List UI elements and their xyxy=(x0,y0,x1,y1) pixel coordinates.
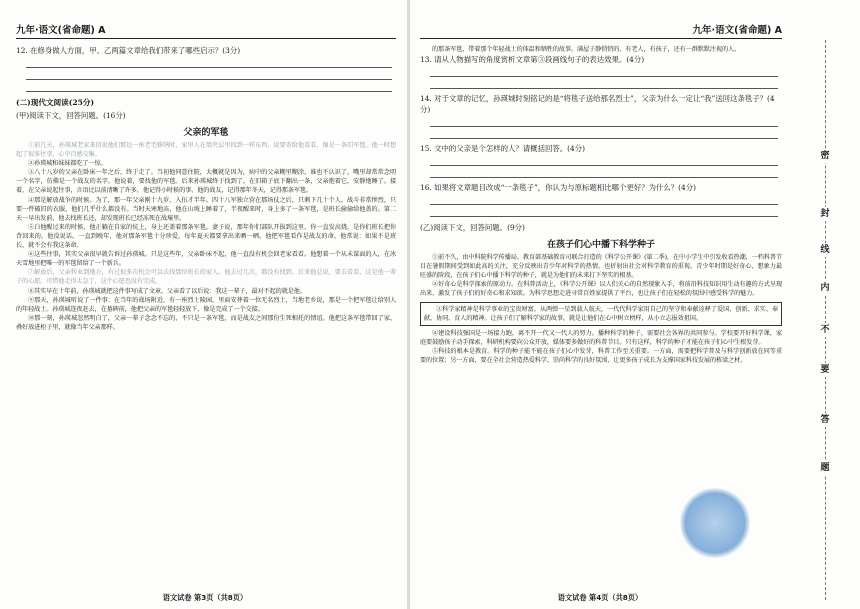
essay-paragraph: ①前不久，由中科院科学传播局、教育部基础教育司联合打造的《科学公开课》(第二季)，在中小学生中引发收看热潮，一档科普节目在暑假期间受到如此高的关注，充分反映出青少年对科学的热情，也折射出社会对科学教育的重视。青少年时期是好奇心、想象力最旺盛的阶段，在孩子们心中播下科学的种子，就是为他们的未来打下坚实的根基。 xyxy=(420,254,782,280)
section-title: (二)现代文阅读(25分) xyxy=(16,98,95,107)
answer-line[interactable] xyxy=(430,154,778,166)
essay-paragraph: ⑥这些往事，其实父亲很早就告诉过孙瑛城。只是这些年，父亲卧床不起，他一直没有机会回老家看看。他想着一个从未谋面的人，在冰天雪地里把唯一的军毯留给了一个新兵。 xyxy=(16,251,396,268)
seal-char: 内 xyxy=(820,283,830,293)
question-15: 15. 文中的父亲是个怎样的人？请概括回答。(4分) xyxy=(420,144,585,154)
essay-continuation: 的那条军毯，带着那个年轻战士的体温和牺牲的故事。满屋子静悄悄的，有老人，有孩子，还有一群默默注视的人。 xyxy=(432,46,741,53)
seal-dashed-line xyxy=(825,40,826,600)
essay-paragraph: ④那是解放战争的时候。为了，那一年父亲刚十九岁，入伍才半年。四十八军独立营在那场仗之后，只剩下几十个人。战斗非常惨烈，只要一件破旧的衣服，他们几乎什么都没有。当时天寒地冻，他在山坡上睡着了，半夜醒来时，身上多了一条军毯，是班长偷偷给他盖的。第二天一早出发前，他去找班长还，却发现班长已经冻死在战壕里。 xyxy=(16,196,396,222)
answer-line[interactable] xyxy=(430,65,778,77)
question-16: 16. 如果将文章题目改成“一条毯子”，你认为与原标题相比哪个更好？为什么？(4分) xyxy=(420,183,697,193)
essay-title: 在孩子们心中播下科学种子 xyxy=(546,240,655,251)
left-header: 九年·语文(省命题) A xyxy=(16,25,106,36)
header-rule xyxy=(16,38,396,39)
left-footer: 语文试卷 第3页（共8页） xyxy=(162,593,248,602)
answer-line[interactable] xyxy=(430,115,778,127)
reading-b-instruction: (乙)阅读下文，回答问题。(9分) xyxy=(420,223,525,233)
essay-paragraph: ③八十八岁的父亲在卧床一年之后，终于走了。当初他同意住院，大概就是因为，病中的父亲糊里糊涂，谁也不认识了，嘴里却常常念叨一个名字，仿佛是一个战友的名字。他说着，要找他的军毯。后来孙瑛城终于找到了，在旧箱子底下翻出一条，父亲抱着它，安静地睡了。接着，在父亲说起往事，言语比以前清晰了许多，他记得小时候的事，他的战友，记得那年冬天，记得那条军毯。 xyxy=(16,169,396,195)
essay-paragraph: ③科学家精神是科学事业的宝贵财富。从两弹一星到载人航天，一代代科学家用自己的坚守和奉献诠释了爱国、创新、求实、奉献、协同、育人的精神。让孩子们了解科学家的故事，就是让他们在心中树立榜样，从小立志报效祖国。 xyxy=(424,305,778,322)
blue-watermark-stamp xyxy=(680,488,750,558)
answer-line[interactable] xyxy=(26,56,392,68)
essay-paragraph: ⑤白他醒过来的时候，他正躺在自家的炕上，身上还盖着那条军毯。妻子说，那年你们部队开拔到这里，你一直发高烧，是你们班长把你背回来的。他没说话。一直到晚年，他对那条军毯十分珍爱，每年夏天都要拿出来晒一晒。他把军毯看作是战友的命。他常说：如果不是班长，就不会有我这条命。 xyxy=(16,223,396,250)
answer-line[interactable] xyxy=(26,80,392,92)
essay-paragraph: ⑨那天，孙瑛城听说了一件事：在当年的战场附近，有一座烈士陵园，里面安葬着一位无名烈士，当地老乡说，那是一个把军毯让给别人的年轻战士。孙瑛城连夜赶去，在墓碑前，他把父亲的军毯轻轻放下，像是完成了一个交接。 xyxy=(16,296,396,313)
seal-char: 不 xyxy=(820,325,830,335)
answer-line[interactable] xyxy=(430,77,778,89)
seal-char: 题 xyxy=(820,463,830,473)
seal-margin xyxy=(790,0,860,609)
question-14: 14. 对于文章的记忆，孙瑛城时刻铭记的是“将毯子送给那名烈士”，父亲为什么一定让“我”送回这条毯子？(4分) xyxy=(420,94,775,115)
answer-line[interactable] xyxy=(430,193,778,205)
answer-line[interactable] xyxy=(430,166,778,178)
essay-paragraph: ⑧其实早在十年前，孙瑛城就把这件事写成了文章，父亲看了以后说：我这一辈子，最对不起的就是他。 xyxy=(28,287,306,295)
essay-paragraph: ⑦解放后，父亲转业到地方，有过很多次机会可以去找那位班长的家人。他去过几次，都没有找到。后来他总说，要去看看，这是他一辈子的心愿。可惜他走得太急了，这个心愿也没有完成。 xyxy=(16,269,396,286)
right-footer: 语文试卷 第4页（共8页） xyxy=(557,593,643,602)
seal-char: 要 xyxy=(820,365,830,375)
seal-char: 密 xyxy=(820,151,830,161)
left-page xyxy=(0,0,410,609)
essay-paragraph: ②好奇心是科学探索的原动力。在科普活动上，《科学公开课》以人们关心的自然现象入手，将前沿科技知识用生动有趣的方式呈现出来，激发了孩子们的好奇心和求知欲。为科学思想走进寻常百姓家提供了平台，也让孩子们在轻松的氛围中感受科学的魅力。 xyxy=(420,281,782,298)
right-header: 九年·语文(省命题) A xyxy=(692,25,782,36)
essay-paragraph: ②孙瑛城和妹妹都吃了一惊。 xyxy=(28,160,107,168)
seal-char: 线 xyxy=(820,245,830,255)
question-13: 13. 请从人物描写的角度赏析文章第③段画线句子的表达效果。(4分) xyxy=(420,55,645,65)
header-rule xyxy=(420,38,782,39)
answer-line[interactable] xyxy=(430,127,778,139)
essay-title: 父亲的军毯 xyxy=(183,128,229,138)
reading-a-instruction: (甲)阅读下文，回答问题。(16分) xyxy=(16,111,126,120)
boxed-passage xyxy=(420,302,782,326)
seal-char: 封 xyxy=(820,209,830,219)
essay-paragraph: ①前几天，孙瑛城老家来信说他们那边一座老宅修缮时，家里人在墙夹层里找到一样东西，说要寄给他看看，像是一条旧军毯。他一时想起了很多往事，心中百感交集。 xyxy=(16,142,396,159)
essay-paragraph: ⑩那一刻，孙瑛城忽然明白了，父亲一辈子念念不忘的，不只是一条军毯，而是战友之间那份生死相托的情谊。他把这条军毯带回了家，叠好放进柜子里，就像当年父亲那样。 xyxy=(16,314,396,331)
answer-line[interactable] xyxy=(430,205,778,217)
essay-paragraph: ④建设科技强国是一场接力跑，离不开一代又一代人的努力。播种科学的种子，需要社会各界的共同参与。学校要开好科学课，家庭要鼓励孩子动手探索，科研机构要向公众开放，媒体要多做好的科普节目。只有这样，科学的种子才能在孩子们心中生根发芽。 xyxy=(420,329,782,346)
question-12: 12. 在修身做人方面，甲、乙两篇文章给我们带来了哪些启示？(3分) xyxy=(16,46,241,55)
answer-line[interactable] xyxy=(26,68,392,80)
seal-char: 答 xyxy=(820,415,830,425)
essay-paragraph: ⑤科技的根本是教育。科学的种子能不能在孩子们心中发芽，科普工作至关重要。一方面，需要把科学普及与科学创新放在同等重要的位置；另一方面，要在全社会营造热爱科学、崇尚科学的良好氛围，让更多孩子成长为支撑国家科技发展的栋梁之材。 xyxy=(420,347,782,365)
